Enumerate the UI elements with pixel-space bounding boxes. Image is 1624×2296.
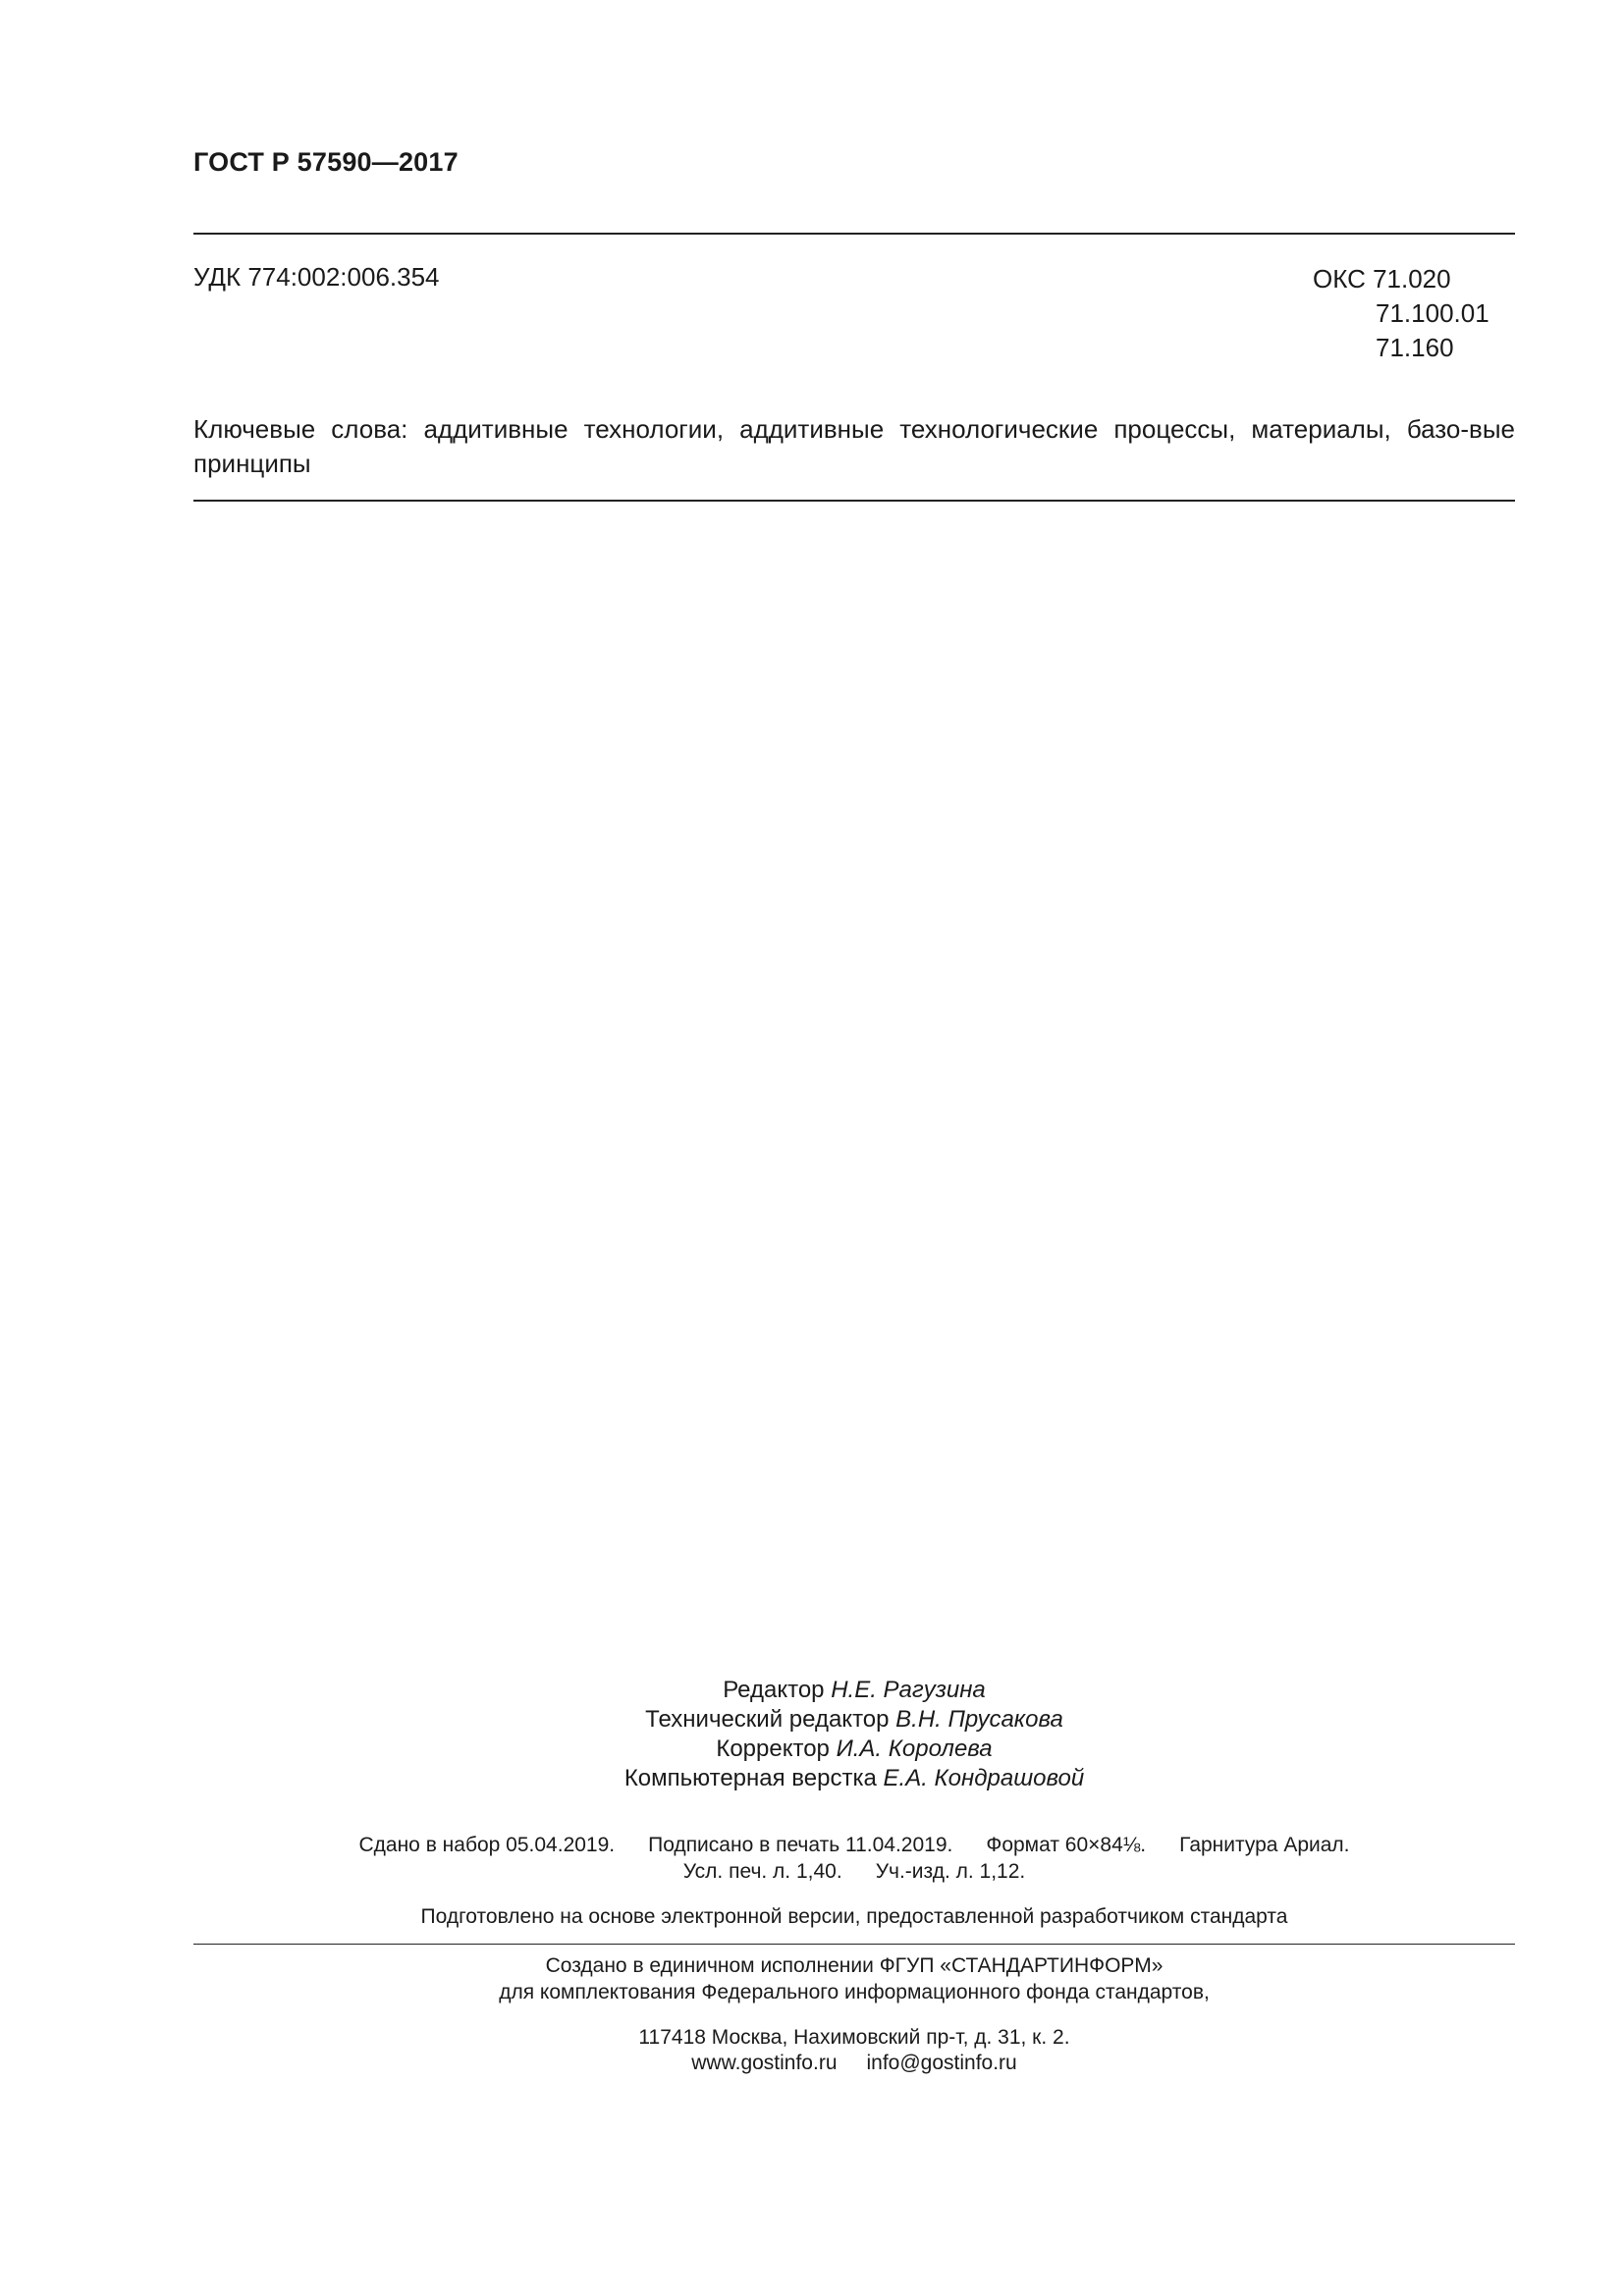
print-sheets: Усл. печ. л. 1,40. <box>682 1860 842 1883</box>
corrector-credit <box>0 1735 1624 1764</box>
oks-codes <box>1313 262 1489 365</box>
print-info-line-2 <box>0 1858 1624 1885</box>
tech-editor-credit <box>0 1705 1624 1735</box>
publisher-line-2: для комплектования Федерального информационного фонда стандартов, <box>499 1981 1210 2003</box>
editor-credit <box>0 1676 1624 1705</box>
editor-role: Редактор <box>723 1677 825 1703</box>
oks-code-line: 71.160 <box>1376 333 1454 362</box>
credits-block <box>0 1676 1624 1793</box>
publisher-web-contacts <box>0 2051 1624 2076</box>
publisher-block <box>0 1952 1624 2005</box>
oks-code-line: ОКС 71.020 <box>1313 264 1451 294</box>
oks-code-line: 71.100.01 <box>1376 298 1489 328</box>
paper-format: Формат 60×84⅛. <box>986 1834 1147 1856</box>
website-link[interactable]: www.gostinfo.ru <box>691 2052 838 2074</box>
standard-title: ГОСТ Р 57590—2017 <box>193 147 459 177</box>
tech-editor-role: Технический редактор <box>645 1706 890 1733</box>
keywords-divider <box>193 500 1515 502</box>
layout-role: Компьютерная верстка <box>623 1765 877 1791</box>
udk-code: УДК 774:002:006.354 <box>193 262 440 292</box>
corrector-role: Корректор <box>716 1735 830 1762</box>
editor-name: Н.Е. Рагузина <box>831 1677 986 1703</box>
publisher-sheets: Уч.-изд. л. 1,12. <box>875 1860 1026 1883</box>
corrector-name: И.А. Королева <box>836 1735 993 1762</box>
submitted-date: Сдано в набор 05.04.2019. <box>358 1834 616 1856</box>
layout-name: Е.А. Кондрашовой <box>883 1765 1085 1791</box>
typeface: Гарнитура Ариал. <box>1179 1834 1350 1856</box>
email-link[interactable]: info@gostinfo.ru <box>866 2052 1017 2074</box>
publisher-address: 117418 Москва, Нахимовский пр-т, д. 31, к. 2. <box>638 2026 1070 2049</box>
print-info <box>0 1832 1624 1885</box>
prepared-note: Подготовлено на основе электронной версии, предоставленной разработчиком стандарта <box>420 1905 1288 1928</box>
publisher-line-1: Создано в единичном исполнении ФГУП «СТАНДАРТИНФОРМ» <box>545 1954 1164 1977</box>
publisher-contacts <box>0 2025 1624 2076</box>
tech-editor-name: В.Н. Прусакова <box>895 1706 1063 1733</box>
footer-divider <box>193 1944 1515 1945</box>
signed-date: Подписано в печать 11.04.2019. <box>648 1834 953 1856</box>
keywords-text: Ключевые слова: аддитивные технологии, аддитивные технологические процессы, материалы, базо-вые принципы <box>193 414 1515 478</box>
top-divider <box>193 233 1515 235</box>
print-info-line-1 <box>0 1832 1624 1858</box>
layout-credit <box>0 1764 1624 1793</box>
